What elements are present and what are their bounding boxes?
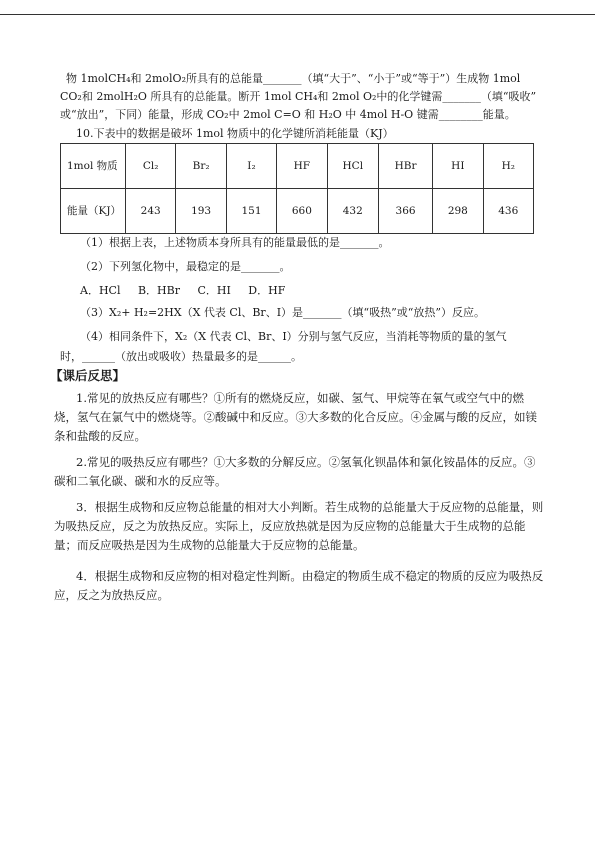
table-cell: I₂ bbox=[226, 144, 276, 189]
question-1: （1）根据上表，上述物质本身所具有的能量最低的是_______。 bbox=[80, 236, 390, 249]
row-header-substance: 1mol 物质 bbox=[61, 144, 126, 189]
header-rule bbox=[0, 14, 595, 15]
table-cell: 243 bbox=[126, 189, 176, 234]
table-cell: 432 bbox=[327, 189, 378, 234]
table-cell: 298 bbox=[433, 189, 483, 234]
table-cell: 660 bbox=[277, 189, 327, 234]
table-cell: 193 bbox=[176, 189, 226, 234]
bond-energy-table bbox=[60, 143, 534, 234]
table-cell: H₂ bbox=[483, 144, 533, 189]
question-3: （3）X₂+ H₂=2HX（X 代表 Cl、Br、I）是_______（填“吸热”或“放热”）反应。 bbox=[80, 306, 486, 319]
table-cell: HBr bbox=[379, 144, 433, 189]
reflection-paragraph-3: 3．根据生成物和反应物总能量的相对大小判断。若生成物的总能量大于反应物的总能量，则为吸热反应，反之为放热反应。实际上，反应放热就是因为反应物的总能量大于生成物的总能量；而反应吸热是因为生成物的总能量大于反应物的总能量。 bbox=[54, 500, 544, 552]
reflection-paragraph-1: 1.常见的放热反应有哪些？①所有的燃烧反应，如碳、氢气、甲烷等在氧气或空气中的燃烧，氢气在氯气中的燃烧等。②酸碱中和反应。③大多数的化合反应。④金属与酸的反应，如镁条和盐酸的反应。 bbox=[54, 391, 537, 443]
question-2: （2）下列氢化物中，最稳定的是_______。 bbox=[80, 260, 291, 273]
intro-line-2: CO₂和 2molH₂O 所具有的总能量。断开 1mol CH₄和 2mol O₂中的化学键需_______（填“吸收” bbox=[60, 90, 537, 103]
reflection-title: 【课后反思】 bbox=[50, 368, 126, 383]
reflection-paragraph-4: 4．根据生成物和反应物的相对稳定性判断。由稳定的物质生成不稳定的物质的反应为吸热反应，反之为放热反应。 bbox=[54, 569, 544, 602]
question-4-line-1: （4）相同条件下，X₂（X 代表 Cl、Br、I）分别与氢气反应，当消耗等物质的量的氢气 bbox=[80, 330, 507, 343]
question-10-title: 10.下表中的数据是破坏 1mol 物质中的化学键所消耗能量（KJ） bbox=[76, 127, 394, 140]
intro-line-3: 或“放出”，下同）能量，形成 CO₂中 2mol C=O 和 H₂O 中 4mol H-O 键需________能量。 bbox=[60, 108, 516, 121]
table-cell: 366 bbox=[379, 189, 433, 234]
table-cell: 151 bbox=[226, 189, 276, 234]
table-cell: HF bbox=[277, 144, 327, 189]
question-2-options: A．HCl B．HBr C．HI D．HF bbox=[80, 284, 286, 297]
table-row bbox=[61, 144, 534, 189]
table-cell: 436 bbox=[483, 189, 533, 234]
row-header-energy: 能量（KJ） bbox=[61, 189, 126, 234]
table-row bbox=[61, 189, 534, 234]
intro-line-1: 物 1molCH₄和 2molO₂所具有的总能量_______（填“大于”、“小于”或“等于”）生成物 1mol bbox=[66, 72, 521, 85]
table-cell: Cl₂ bbox=[126, 144, 176, 189]
reflection-paragraph-2: 2.常见的吸热反应有哪些？①大多数的分解反应。②氢氧化钡晶体和氯化铵晶体的反应。③碳和二氧化碳、碳和水的反应等。 bbox=[54, 455, 536, 488]
table-cell: Br₂ bbox=[176, 144, 226, 189]
table-cell: HCl bbox=[327, 144, 378, 189]
question-4-line-2: 时，______（放出或吸收）热量最多的是______。 bbox=[60, 350, 302, 363]
table-cell: HI bbox=[433, 144, 483, 189]
